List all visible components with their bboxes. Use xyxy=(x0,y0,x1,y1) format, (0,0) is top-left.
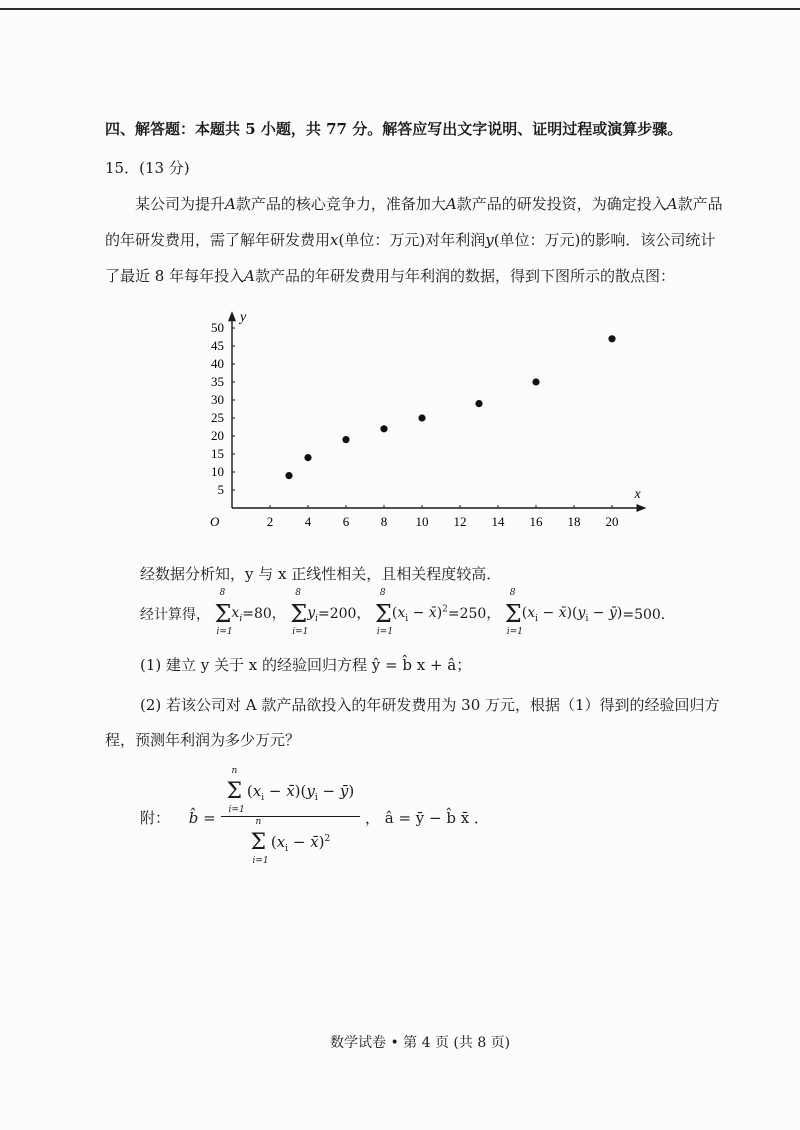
y-tick-label: 30 xyxy=(211,392,224,407)
y-axis-arrow xyxy=(228,311,236,321)
statistics-line: 经计算得， 8 Σ i=1 $x_i=80$， 8 Σ i=1 $y_i=200$， 8 Σ i=1 ($x_i$ − x̄)$^2$=250， 8 Σ i=1 ($x_i$ − $x̄)(y_i$ − ȳ)=500． xyxy=(140,588,675,637)
page-footer: 数学试卷 • 第 4 页 (共 8 页) xyxy=(330,1035,511,1051)
data-point xyxy=(342,436,349,443)
scatter-plot xyxy=(190,310,641,540)
data-point xyxy=(418,414,425,421)
analysis-text: 经数据分析知，y 与 x 正线性相关，且相关程度较高． xyxy=(140,565,502,583)
y-tick-label: 20 xyxy=(211,428,224,443)
sum-symbol: 8 Σ i=1 xyxy=(290,588,309,637)
sum-symbol: 8 Σ i=1 xyxy=(214,588,233,637)
x-tick-label: 16 xyxy=(529,514,543,529)
top-border-line xyxy=(0,8,800,10)
y-tick-label: 45 xyxy=(211,338,224,353)
x-axis-arrow xyxy=(637,504,647,512)
y-tick-label: 5 xyxy=(217,482,224,497)
x-tick-label: 12 xyxy=(453,514,467,529)
x-tick-label: 8 xyxy=(380,514,388,529)
data-point xyxy=(285,472,292,479)
part-2-line-1: (2) 若该公司对 A 款产品欲投入的年研发费用为 30 万元，根据（1）得到的经验回归方 xyxy=(140,696,720,714)
x-tick-label: 18 xyxy=(567,514,581,529)
x-tick-label: 6 xyxy=(342,514,350,529)
data-point xyxy=(532,378,539,385)
data-point xyxy=(304,454,311,461)
appendix-formula: 附： b̂ = n Σ i=1 ($x_i$ − $x̄)(y_i$ − ȳ) n Σ i=1 ($x_i$ − x̄)$^2$ ， â = ȳ − b̂ x̄ ． xyxy=(140,766,489,866)
plot-axes xyxy=(210,310,647,529)
data-point xyxy=(608,335,615,342)
x-tick-label: 10 xyxy=(415,514,429,529)
y-tick-label: 25 xyxy=(211,410,224,425)
y-tick-label: 50 xyxy=(211,320,224,335)
plot-ticks xyxy=(211,320,619,529)
question-number: 15．(13 分) xyxy=(105,159,190,177)
x-tick-label: 14 xyxy=(491,514,505,529)
y-tick-label: 15 xyxy=(211,446,224,461)
question-intro: 某公司为提升A款产品的核心竞争力，准备加大A款产品的研发投资，为确定投入A款产品的年研发费用，需了解年研发费用x(单位：万元)对年利润y(单位：万元)的影响．该公司统计了最近 8 年每年投入A款产品的年研发费用与年利润的数据，得到下图所示的散点图： xyxy=(105,195,723,285)
section-header: 四、解答题：本题共 5 小题，共 77 分。解答应写出文字说明、证明过程或演算步骤。 xyxy=(105,120,683,138)
slope-fraction: n Σ i=1 ($x_i$ − $x̄)(y_i$ − ȳ) n Σ i=1 ($x_i$ − x̄)$^2$ xyxy=(221,770,361,865)
sum-symbol: 8 Σ i=1 xyxy=(374,588,394,637)
x-tick-label: 20 xyxy=(605,514,619,529)
data-point xyxy=(380,425,387,432)
x-axis-label: x xyxy=(634,487,641,502)
sum-symbol: 8 Σ i=1 xyxy=(504,588,523,637)
x-tick-label: 2 xyxy=(266,514,274,529)
x-tick-label: 4 xyxy=(304,514,312,529)
origin-label: O xyxy=(210,514,220,529)
plot-points xyxy=(285,335,615,479)
y-tick-label: 40 xyxy=(211,356,224,371)
part-1: (1) 建立 y 关于 x 的经验回归方程 ŷ = b̂ x + â； xyxy=(140,656,472,674)
data-point xyxy=(475,400,482,407)
y-tick-label: 35 xyxy=(211,374,224,389)
y-tick-label: 10 xyxy=(211,464,224,479)
y-axis-label: y xyxy=(240,310,247,326)
part-2-line-2: 程，预测年利润为多少万元？ xyxy=(105,731,301,749)
